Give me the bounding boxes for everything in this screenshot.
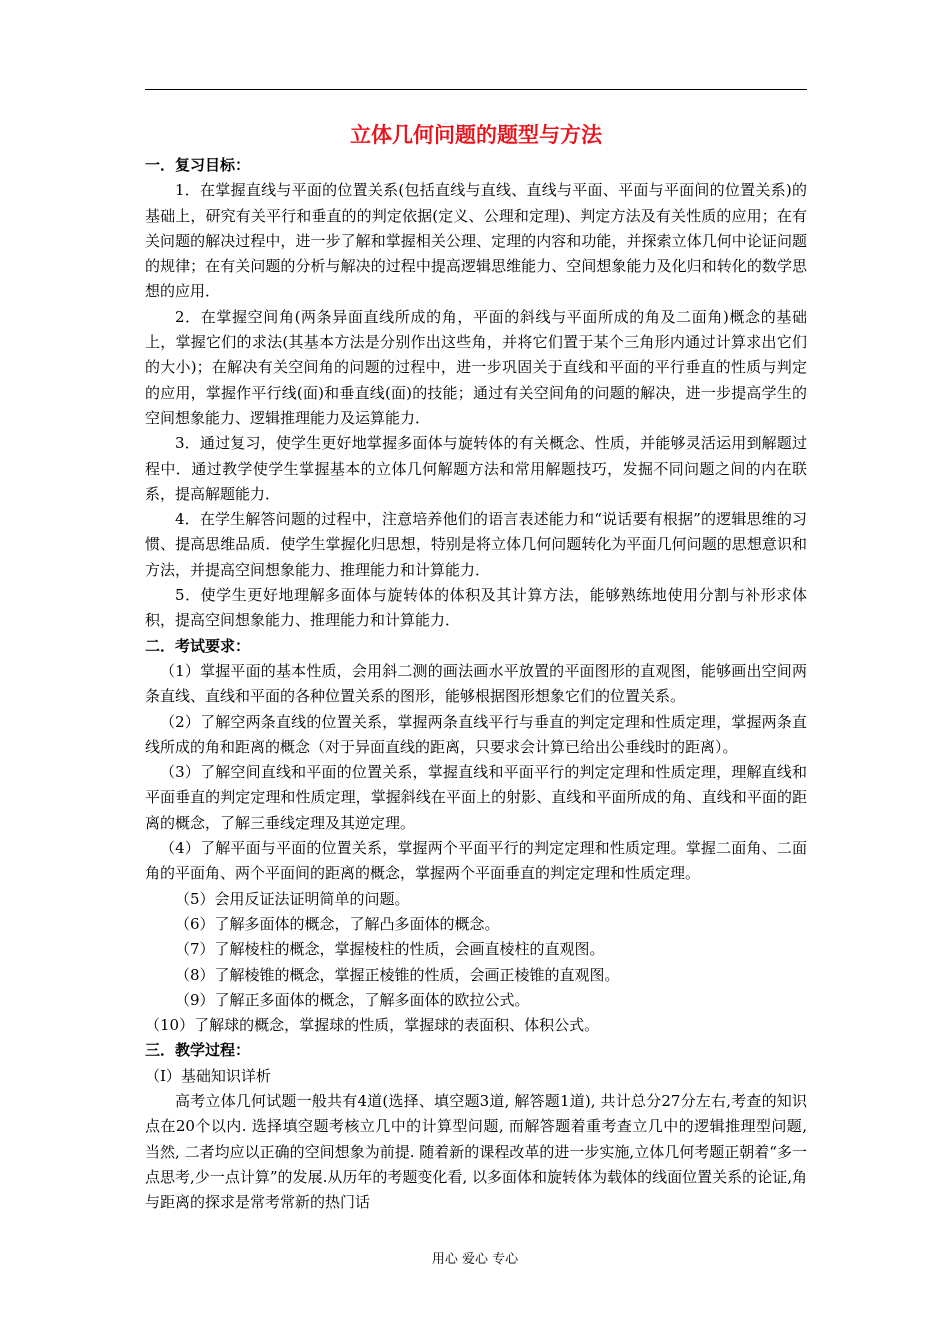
requirement-5: （5）会用反证法证明简单的问题。: [175, 889, 410, 908]
requirement-3: （3）了解空间直线和平面的位置关系，掌握直线和平面平行的判定定理和性质定理，理解直线和平面垂直的判定定理和性质定理，掌握斜线在平面上的射影、直线和平面所成的角、直线和平面的距离的概念，了解三垂线定理及其逆定理。: [145, 763, 807, 832]
requirement-10: （10）了解球的概念，掌握球的性质，掌握球的表面积、体积公式。: [145, 1016, 600, 1035]
section-heading-goals: 一．复习目标：: [145, 156, 251, 174]
document-body: [145, 120, 807, 1215]
goal-paragraph-2: 2．在掌握空间角(两条异面直线所成的角，平面的斜线与平面所成的角及二面角)概念的基础上，掌握它们的求法(其基本方法是分别作出这些角，并将它们置于某个三角形内通过计算求出它们的大小)；在解决有关空间角的问题的过程中，进一步巩固关于直线和平面的平行垂直的性质与判定的应用，掌握作平行线(面)和垂直线(面)的技能；通过有关空间角的问题的解决，进一步提高学生的空间想象能力、逻辑推理能力及运算能力．: [145, 307, 807, 427]
header-rule: [145, 89, 807, 90]
requirement-8: （8）了解棱锥的概念，掌握正棱锥的性质，会画正棱锥的直观图。: [175, 965, 620, 984]
requirement-2: （2）了解空两条直线的位置关系，掌握两条直线平行与垂直的判定定理和性质定理，掌握两条直线所成的角和距离的概念（对于异面直线的距离，只要求会计算已给出公垂线时的距离）。: [145, 712, 807, 756]
goal-paragraph-5: 5．使学生更好地理解多面体与旋转体的体积及其计算方法，能够熟练地使用分割与补形求体积，提高空间想象能力、推理能力和计算能力．: [145, 586, 807, 630]
goal-paragraph-4: 4．在学生解答问题的过程中，注意培养他们的语言表述能力和“说话要有根据”的逻辑思维的习惯、提高思维品质．使学生掌握化归思想，特别是将立体几何问题转化为平面几何问题的思想意识和方法，并提高空间想象能力、推理能力和计算能力．: [145, 510, 807, 579]
requirement-1: （1）掌握平面的基本性质，会用斜二测的画法画水平放置的平面图形的直观图，能够画出空间两条直线、直线和平面的各种位置关系的图形，能够根据图形想象它们的位置关系。: [145, 661, 807, 706]
section-heading-requirements: 二．考试要求：: [145, 636, 251, 655]
process-subtitle: （Ⅰ）基础知识详析: [145, 1066, 271, 1085]
section-heading-process: 三．教学过程：: [145, 1041, 251, 1060]
requirement-7: （7）了解棱柱的概念，掌握棱柱的性质，会画直棱柱的直观图。: [175, 940, 605, 959]
requirement-9: （9）了解正多面体的概念，了解多面体的欧拉公式。: [175, 990, 530, 1009]
process-paragraph: 高考立体几何试题一般共有4道(选择、填空题3道, 解答题1道), 共计总分27分左右,考查的知识点在20个以内. 选择填空题考核立几中的计算型问题, 而解答题着重考查立几中的逻辑推理型问题, 当然, 二者均应以正确的空间想象为前提. 随着新的课程改革的进一步实施,立体几何考题正朝着“多一点思考,少一点计算”的发展.从历年的考题变化看, 以多面体和旋转体为载体的线面位置关系的论证,角与距离的探求是常考常新的热门话: [145, 1091, 807, 1212]
goal-paragraph-1: 1．在掌握直线与平面的位置关系(包括直线与直线、直线与平面、平面与平面间的位置关系)的基础上，研究有关平行和垂直的的判定依据(定义、公理和定理)、判定方法及有关性质的应用；在有关问题的解决过程中，进一步了解和掌握相关公理、定理的内容和功能，并探索立体几何中论证问题的规律；在有关问题的分析与解决的过程中提高逻辑思维能力、空间想象能力及化归和转化的数学思想的应用．: [145, 181, 807, 301]
requirement-4: （4）了解平面与平面的位置关系，掌握两个平面平行的判定定理和性质定理。掌握二面角、二面角的平面角、两个平面间的距离的概念，掌握两个平面垂直的判定定理和性质定理。: [145, 839, 807, 883]
requirement-6: （6）了解多面体的概念，了解凸多面体的概念。: [175, 914, 500, 933]
document-title: 立体几何问题的题型与方法: [350, 123, 602, 147]
page-footer: 用心 爱心 专心: [431, 1252, 519, 1267]
goal-paragraph-3: 3．通过复习，使学生更好地掌握多面体与旋转体的有关概念、性质，并能够灵活运用到解题过程中．通过教学使学生掌握基本的立体几何解题方法和常用解题技巧，发掘不同问题之间的内在联系，提高解题能力．: [145, 434, 807, 503]
